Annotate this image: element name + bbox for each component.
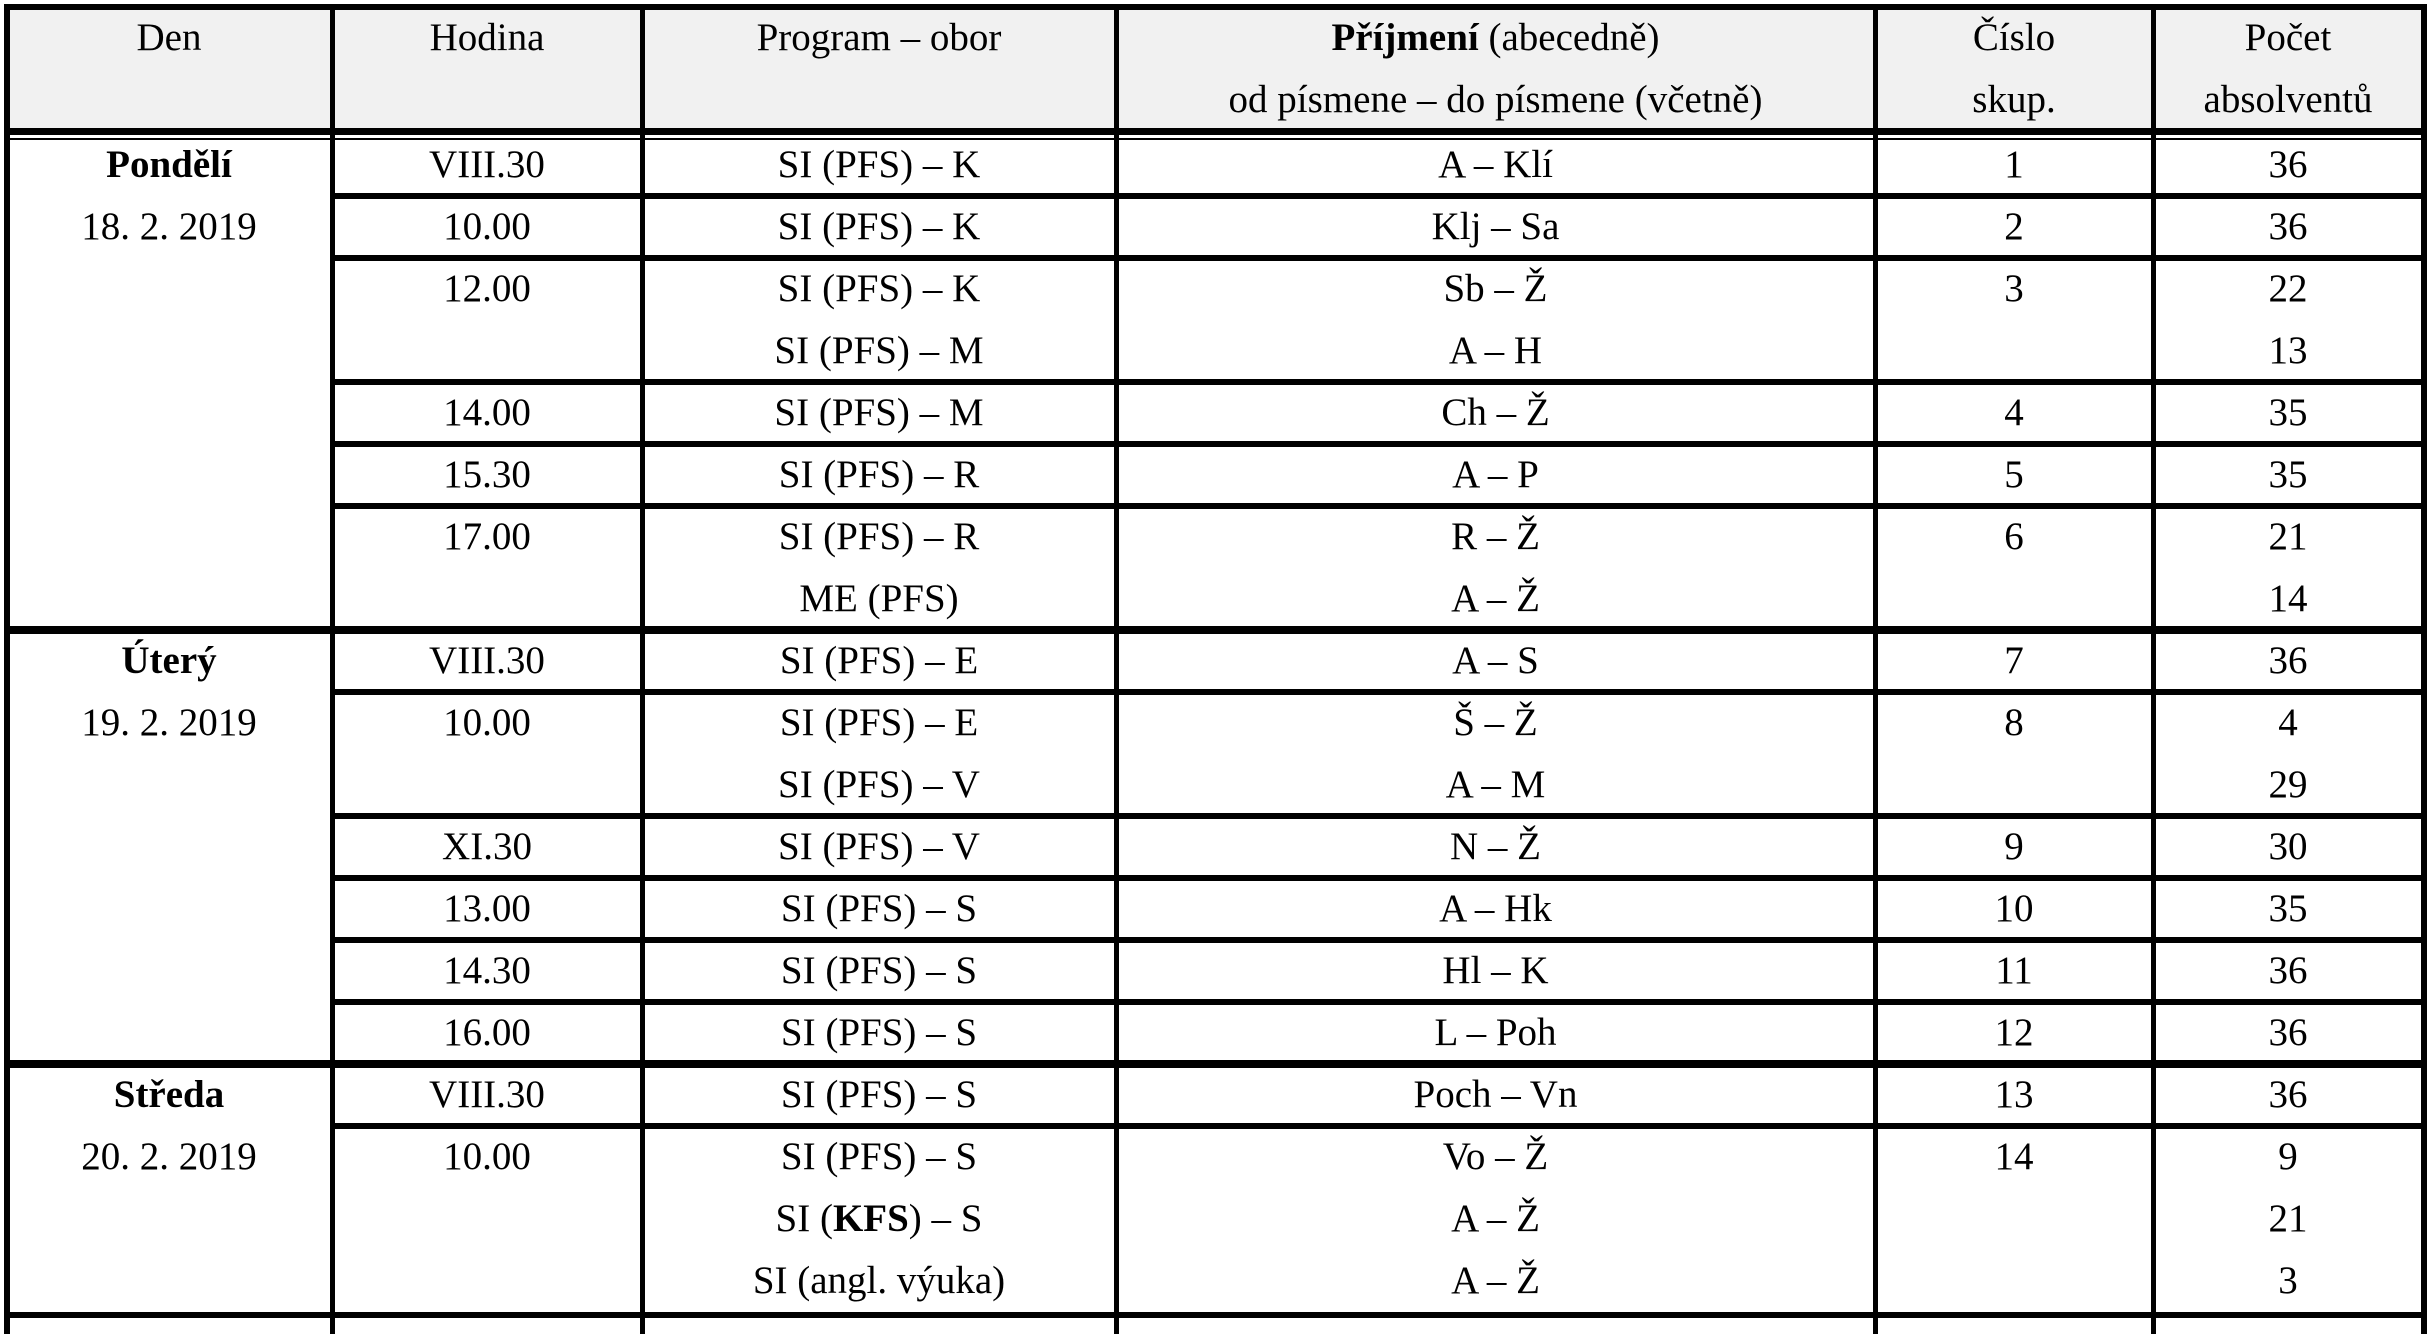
program-cell: SI (angl. výuka)	[752, 1259, 1006, 1302]
header-pocet-line2: absolventů	[2203, 78, 2373, 121]
time-cell: 10.00	[443, 205, 531, 248]
day-name: Středa	[113, 1073, 225, 1116]
program-cell: SI (PFS) – S	[780, 887, 978, 930]
time-cell: 10.00	[443, 1135, 531, 1178]
surname-range-cell: L – Poh	[1434, 1011, 1557, 1054]
surname-range-cell: A – Hk	[1439, 887, 1552, 930]
program-cell: SI (PFS) – K	[777, 267, 981, 310]
group-number-cell: 5	[2004, 453, 2024, 496]
graduate-count-cell: 36	[2268, 639, 2308, 682]
program-cell: SI (PFS) – M	[774, 391, 984, 434]
graduate-count-cell: 21	[2268, 1197, 2308, 1240]
program-cell: SI (PFS) – K	[777, 143, 981, 186]
program-cell: SI (PFS) – R	[778, 453, 980, 496]
header-program: Program – obor	[756, 16, 1002, 59]
program-cell: SI (PFS) – K	[777, 205, 981, 248]
graduate-count-cell: 9	[2278, 1135, 2298, 1178]
time-cell: 17.00	[443, 515, 531, 558]
column-border	[2151, 4, 2156, 1334]
group-number-cell: 7	[2004, 639, 2024, 682]
header-den: Den	[136, 16, 202, 59]
program-cell	[644, 1195, 1114, 1243]
border-top	[4, 4, 2425, 10]
column-border	[1114, 4, 1119, 1334]
header-pocet-line1: Počet	[2244, 16, 2332, 59]
day-date: 18. 2. 2019	[81, 205, 257, 248]
surname-range-cell: Poch – Vn	[1413, 1073, 1578, 1116]
program-cell: ME (PFS)	[799, 577, 959, 620]
group-number-cell: 8	[2004, 701, 2024, 744]
column-border	[330, 4, 335, 1334]
group-number-cell: 2	[2004, 205, 2024, 248]
group-number-cell: 14	[1994, 1135, 2034, 1178]
group-number-cell: 4	[2004, 391, 2024, 434]
program-cell: SI (PFS) – S	[780, 1073, 978, 1116]
graduate-count-cell: 36	[2268, 143, 2308, 186]
time-cell: VIII.30	[429, 639, 545, 682]
time-cell: 13.00	[443, 887, 531, 930]
graduate-count-cell: 36	[2268, 1073, 2308, 1116]
column-border	[4, 4, 10, 1334]
graduate-count-cell: 3	[2278, 1259, 2298, 1302]
group-number-cell: 10	[1994, 887, 2034, 930]
time-cell: VIII.30	[429, 1073, 545, 1116]
day-name: Úterý	[121, 639, 217, 682]
day-divider	[4, 1060, 2425, 1068]
group-number-cell: 11	[1995, 949, 2033, 992]
header-cislo-line2: skup.	[1972, 78, 2056, 121]
day-date: 19. 2. 2019	[81, 701, 257, 744]
graduate-count-cell: 30	[2268, 825, 2308, 868]
graduate-count-cell: 4	[2278, 701, 2298, 744]
program-cell: SI (PFS) – V	[778, 825, 980, 868]
surname-range-cell: Ch – Ž	[1441, 391, 1550, 434]
program-cell: SI (PFS) – S	[780, 1135, 978, 1178]
program-cell: SI (PFS) – S	[780, 949, 978, 992]
graduate-count-cell: 35	[2268, 391, 2308, 434]
time-cell: 16.00	[443, 1011, 531, 1054]
program-cell: SI (PFS) – S	[780, 1011, 978, 1054]
graduate-count-cell: 35	[2268, 887, 2308, 930]
graduate-count-cell: 29	[2268, 763, 2308, 806]
surname-range-cell: Sb – Ž	[1443, 267, 1548, 310]
header-prijmeni	[1118, 14, 1873, 62]
time-cell: 14.30	[443, 949, 531, 992]
group-number-cell: 13	[1994, 1073, 2034, 1116]
graduate-count-cell: 13	[2268, 329, 2308, 372]
surname-range-cell: A – Ž	[1451, 1259, 1540, 1302]
program-part: ) – S	[908, 1197, 983, 1240]
group-number-cell: 12	[1994, 1011, 2034, 1054]
border-bottom	[4, 1312, 2425, 1318]
header-prijmeni-rest: (abecedně)	[1478, 16, 1660, 59]
header-prijmeni-bold: Příjmení	[1331, 16, 1479, 59]
group-number-cell: 9	[2004, 825, 2024, 868]
day-divider	[4, 626, 2425, 634]
header-separator-thin	[4, 138, 2425, 140]
column-border	[2421, 4, 2427, 1334]
surname-range-cell: A – Klí	[1438, 143, 1553, 186]
header-cislo-line1: Číslo	[1972, 16, 2056, 59]
header-prijmeni-line2: od písmene – do písmene (včetně)	[1228, 78, 1763, 121]
program-cell: SI (PFS) – E	[779, 639, 979, 682]
surname-range-cell: Vo – Ž	[1442, 1135, 1549, 1178]
time-cell: 12.00	[443, 267, 531, 310]
surname-range-cell: A – H	[1448, 329, 1543, 372]
program-cell: SI (PFS) – M	[774, 329, 984, 372]
graduate-count-cell: 36	[2268, 205, 2308, 248]
surname-range-cell: Š – Ž	[1453, 701, 1538, 744]
group-number-cell: 3	[2004, 267, 2024, 310]
graduate-count-cell: 35	[2268, 453, 2308, 496]
group-number-cell: 6	[2004, 515, 2024, 558]
program-cell: SI (PFS) – V	[778, 763, 980, 806]
program-part: SI (	[775, 1197, 833, 1240]
time-cell: VIII.30	[429, 143, 545, 186]
program-part: KFS	[832, 1197, 909, 1240]
column-border	[1873, 4, 1878, 1334]
day-date: 20. 2. 2019	[81, 1135, 257, 1178]
program-cell: SI (PFS) – R	[778, 515, 980, 558]
program-cell: SI (PFS) – E	[779, 701, 979, 744]
surname-range-cell: Klj – Sa	[1431, 205, 1560, 248]
graduate-count-cell: 22	[2268, 267, 2308, 310]
time-cell: XI.30	[442, 825, 532, 868]
surname-range-cell: N – Ž	[1450, 825, 1541, 868]
surname-range-cell: Hl – K	[1442, 949, 1549, 992]
graduate-count-cell: 14	[2268, 577, 2308, 620]
graduate-count-cell: 36	[2268, 949, 2308, 992]
header-separator	[4, 128, 2425, 135]
surname-range-cell: A – Ž	[1451, 1197, 1540, 1240]
graduate-count-cell: 21	[2268, 515, 2308, 558]
surname-range-cell: R – Ž	[1451, 515, 1540, 558]
surname-range-cell: A – Ž	[1451, 577, 1540, 620]
group-number-cell: 1	[2004, 143, 2024, 186]
surname-range-cell: A – S	[1452, 639, 1539, 682]
graduate-count-cell: 36	[2268, 1011, 2308, 1054]
surname-range-cell: A – M	[1445, 763, 1546, 806]
time-cell: 10.00	[443, 701, 531, 744]
column-border	[640, 4, 645, 1334]
time-cell: 15.30	[443, 453, 531, 496]
time-cell: 14.00	[443, 391, 531, 434]
day-name: Pondělí	[106, 143, 232, 186]
header-hodina: Hodina	[429, 16, 545, 59]
surname-range-cell: A – P	[1452, 453, 1539, 496]
